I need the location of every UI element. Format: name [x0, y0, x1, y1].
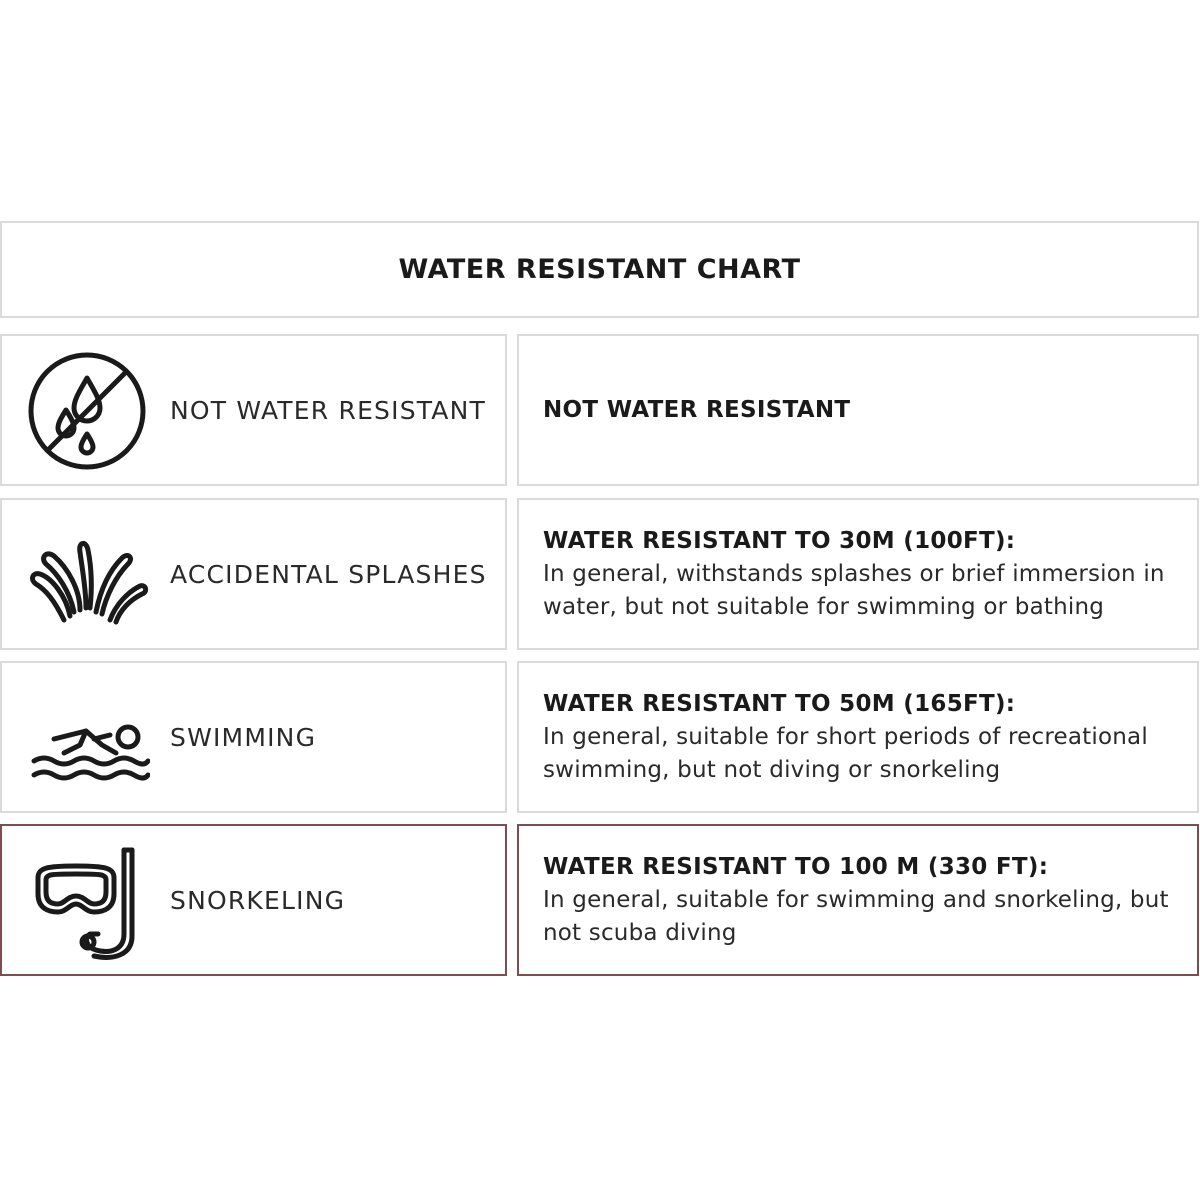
row-description: In general, withstands splashes or brief immersion in water, but not suitable for swimming or bathing — [543, 560, 1165, 620]
row-swimming-right — [517, 661, 1199, 813]
row-heading: WATER RESISTANT TO 30M (100FT): — [543, 527, 1016, 554]
row-description: In general, suitable for short periods of recreational swimming, but not diving or snorkeling — [543, 723, 1148, 783]
row-not-water-resistant-left — [0, 334, 507, 486]
row-snorkeling-left — [0, 824, 507, 976]
row-label: ACCIDENTAL SPLASHES — [170, 559, 487, 589]
row-swimming-left — [0, 661, 507, 813]
row-description: In general, suitable for swimming and snorkeling, but not scuba diving — [543, 886, 1169, 946]
no-water-icon — [24, 348, 150, 474]
row-label: SNORKELING — [170, 885, 346, 915]
row-not-water-resistant-right — [517, 334, 1199, 486]
chart-title-box — [0, 221, 1199, 318]
row-snorkeling-right — [517, 824, 1199, 976]
row-label: SWIMMING — [170, 722, 317, 752]
row-accidental-splashes-left — [0, 498, 507, 650]
row-heading: WATER RESISTANT TO 100 M (330 FT): — [543, 853, 1049, 880]
snorkel-mask-icon — [24, 838, 150, 964]
chart-title: WATER RESISTANT CHART — [398, 254, 801, 285]
swimmer-icon — [24, 675, 150, 801]
row-label: NOT WATER RESISTANT — [170, 395, 486, 425]
row-heading: WATER RESISTANT TO 50M (165FT): — [543, 690, 1016, 717]
row-heading: NOT WATER RESISTANT — [543, 396, 851, 423]
splash-icon — [24, 512, 150, 638]
row-accidental-splashes-right — [517, 498, 1199, 650]
